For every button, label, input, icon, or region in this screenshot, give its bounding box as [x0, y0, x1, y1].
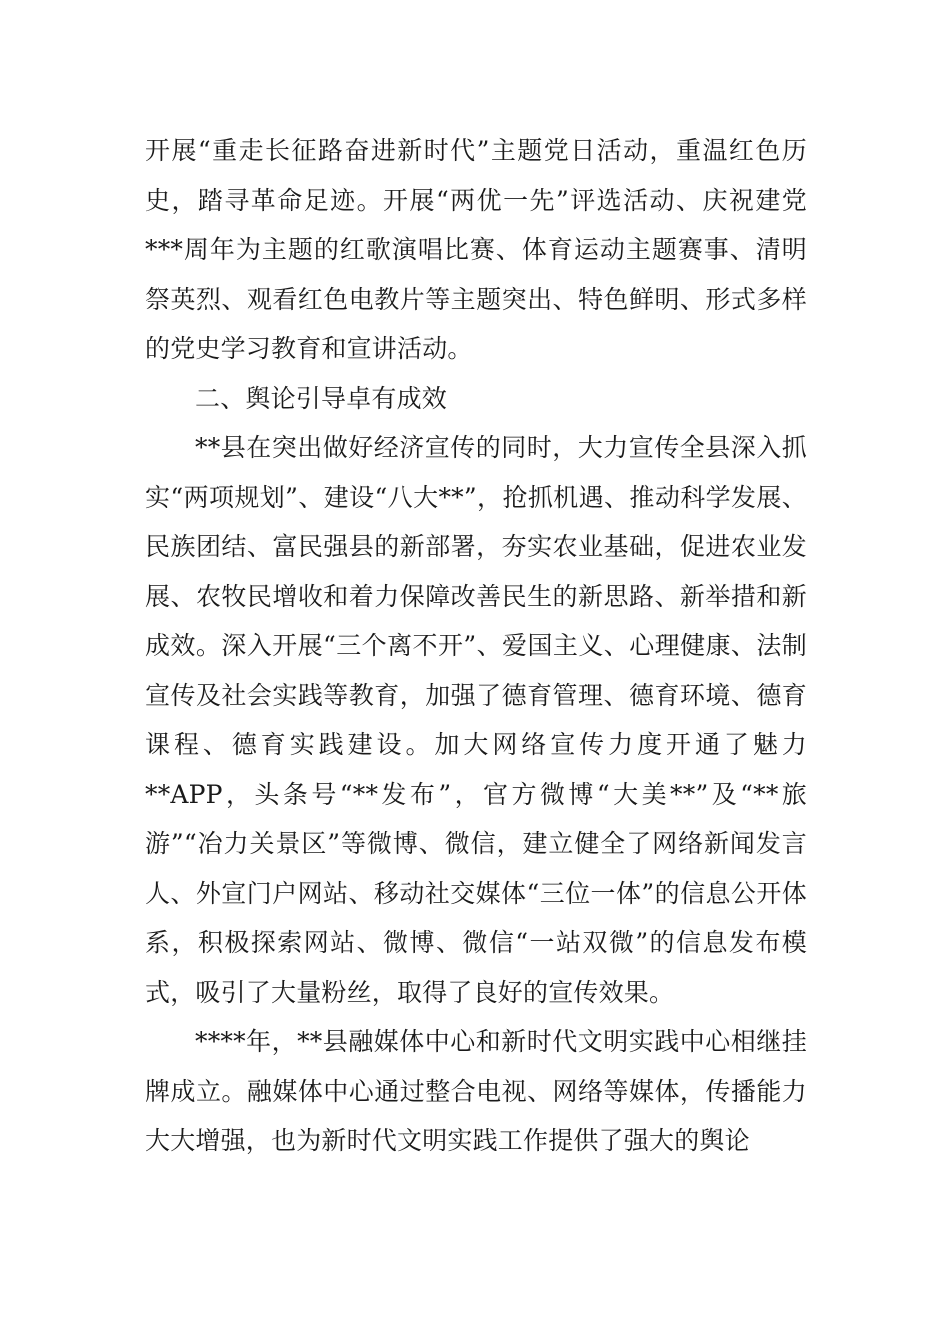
section-heading-public-opinion: 二、舆论引导卓有成效 — [195, 383, 448, 413]
paragraph-party-history-activities: 开展“重走长征路奋进新时代”主题党日活动，重温红色历史，踏寻革命足迹。开展“两优一先”评选活动、庆祝建党***周年为主题的红歌演唱比赛、体育运动主题赛事、清明祭英烈、观看红色电教片等主题突出、特色鲜明、形式多样的党史学习教育和宣讲活动。 — [145, 136, 807, 363]
paragraph-media-center: ****年，**县融媒体中心和新时代文明实践中心相继挂牌成立。融媒体中心通过整合电视、网络等媒体，传播能力大大增强，也为新时代文明实践工作提供了强大的舆论 — [145, 1027, 807, 1155]
paragraph-economic-publicity: **县在突出做好经济宣传的同时，大力宣传全县深入抓实“两项规划”、建设“八大**”，抢抓机遇、推动科学发展、民族团结、富民强县的新部署，夯实农业基础，促进农业发展、农牧民增收和着力保障改善民生的新思路、新举措和新成效。深入开展“三个离不开”、爱国主义、心理健康、法制宣传及社会实践等教育，加强了德育管理、德育环境、德育课程、德育实践建设。加大网络宣传力度开通了魅力**APP，头条号“**发布”，官方微博“大美**”及“**旅游”“冶力关景区”等微博、微信，建立健全了网络新闻发言人、外宣门户网站、移动社交媒体“三位一体”的信息公开体系，积极探索网站、微博、微信“一站双微”的信息发布模式，吸引了大量粉丝，取得了良好的宣传效果。 — [145, 433, 807, 1007]
document-body — [145, 126, 807, 1166]
